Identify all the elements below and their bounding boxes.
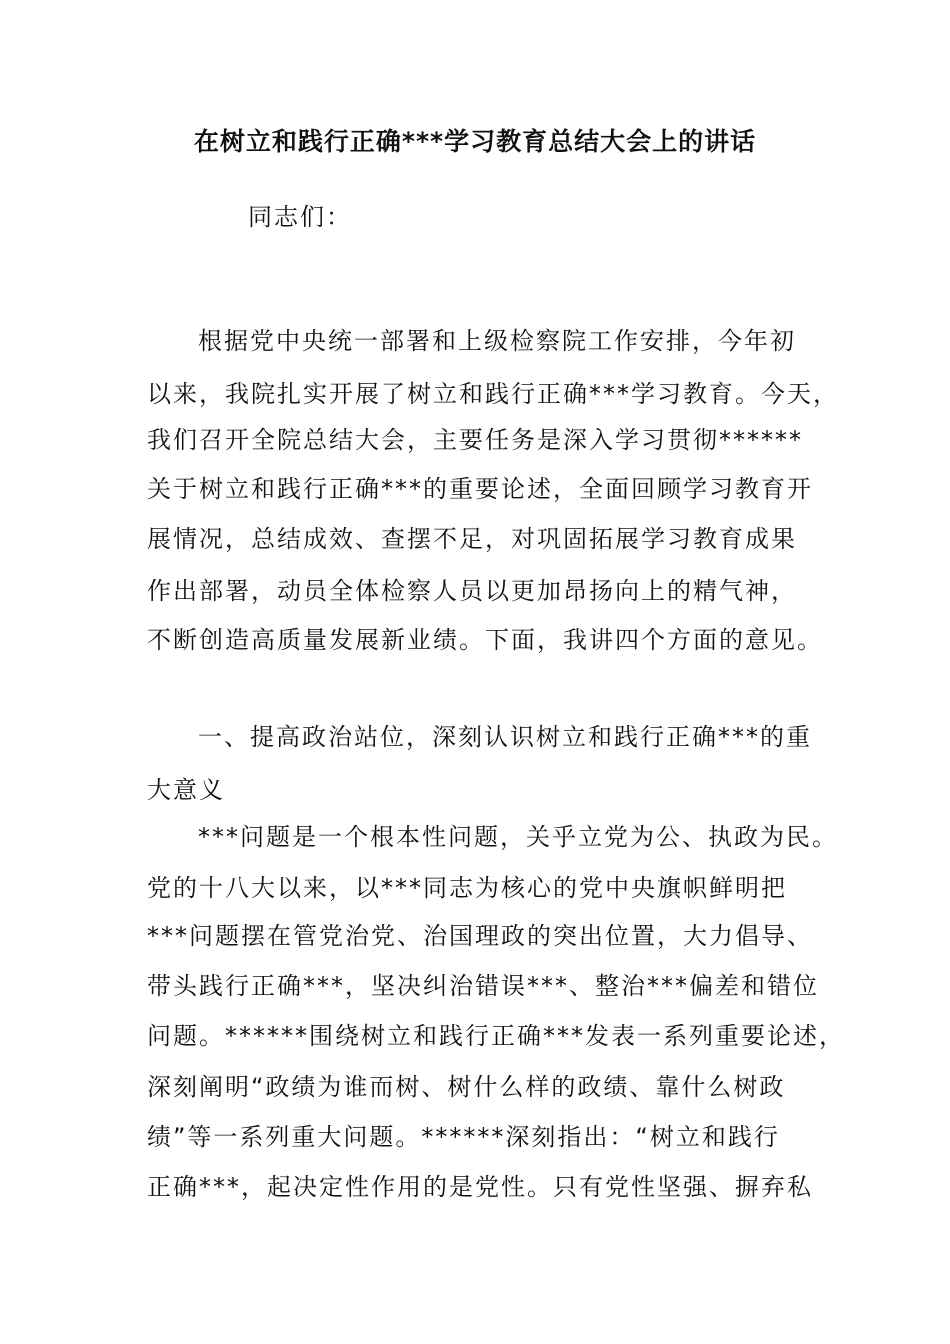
paragraph-1-line: 以来，我院扎实开展了树立和践行正确***学习教育。今天， xyxy=(147,380,839,408)
paragraph-1-line: 我们召开全院总结大会，主要任务是深入学习贯彻****** xyxy=(147,426,803,454)
salutation: 同志们： xyxy=(248,203,352,231)
section-heading-line: 大意义 xyxy=(147,776,225,804)
paragraph-2-line: 问题。******围绕树立和践行正确***发表一系列重要论述， xyxy=(147,1022,845,1050)
paragraph-1-line: 根据党中央统一部署和上级检察院工作安排，今年初 xyxy=(198,327,796,355)
document-title: 在树立和践行正确***学习教育总结大会上的讲话 xyxy=(193,127,757,156)
paragraph-2-line: 深刻阐明“政绩为谁而树、树什么样的政绩、靠什么树政 xyxy=(147,1073,786,1101)
paragraph-2-line: 绩”等一系列重大问题。******深刻指出：“树立和践行 xyxy=(147,1123,780,1151)
paragraph-2-line: 正确***，起决定性作用的是党性。只有党性坚强、摒弃私 xyxy=(147,1173,813,1201)
paragraph-2-line: ***问题摆在管党治党、治国理政的突出位置，大力倡导、 xyxy=(147,922,813,950)
paragraph-1-line: 关于树立和践行正确***的重要论述，全面回顾学习教育开 xyxy=(147,475,813,503)
paragraph-2-line: 带头践行正确***，坚决纠治错误***、整治***偏差和错位 xyxy=(147,972,819,1000)
section-heading-line: 一、提高政治站位，深刻认识树立和践行正确***的重 xyxy=(198,723,812,751)
paragraph-1-line: 不断创造高质量发展新业绩。下面，我讲四个方面的意见。 xyxy=(147,626,823,654)
paragraph-1-line: 展情况，总结成效、查摆不足，对巩固拓展学习教育成果 xyxy=(147,525,797,553)
paragraph-1-line: 作出部署，动员全体检察人员以更加昂扬向上的精气神， xyxy=(147,577,797,605)
paragraph-2-line: ***问题是一个根本性问题，关乎立党为公、执政为民。 xyxy=(198,823,838,851)
paragraph-2-line: 党的十八大以来，以***同志为核心的党中央旗帜鲜明把 xyxy=(147,874,787,902)
